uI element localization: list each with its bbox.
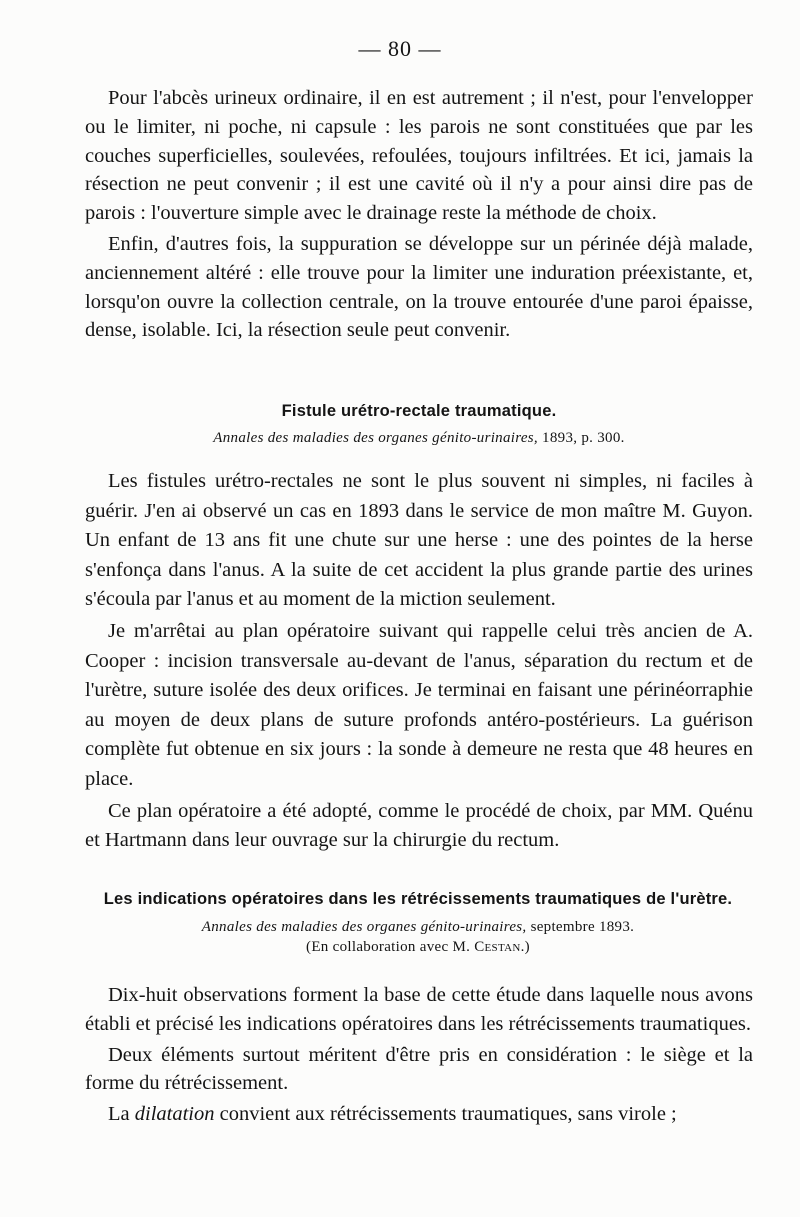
section-title: Les indications opératoires dans les rétrécissements traumatiques de l'urètre. bbox=[103, 890, 733, 908]
collaboration-note: (En collaboration avec M. Cestan.) bbox=[306, 939, 530, 955]
emphasis-dilatation: dilatation bbox=[134, 1103, 215, 1126]
paragraph: Ce plan opératoire a été adopté, comme le procédé de choix, par MM. Quénu et Hartmann dans leur ouvrage sur la chirurgie du rectum. bbox=[85, 799, 753, 852]
paragraph: Je m'arrêtai au plan opératoire suivant qui rappelle celui très ancien de A. Cooper : incision transversale au-devant de l'anus, séparation du rectum et de l'urètre, suture isolée des deux orifices. Je terminai en faisant une périnéorraphie au moyen de deux plans de suture profonds antéro-postérieurs. La guérison complète fut obtenue en six jours : la sonde à demeure ne resta que 48 heures en place. bbox=[85, 619, 753, 790]
reference-detail: septembre 1893. bbox=[530, 919, 635, 935]
paragraph-last: La dilatation convient aux rétrécissements traumatiques, sans virole ; bbox=[108, 1103, 677, 1126]
bibliographic-reference bbox=[85, 430, 753, 447]
reference-journal: Annales des maladies des organes génito-urinaires, bbox=[213, 430, 538, 446]
section-retrecissements-body bbox=[85, 981, 753, 1129]
section-fistule bbox=[85, 402, 753, 856]
paragraph: Pour l'abcès urineux ordinaire, il en est autrement ; il n'est, pour l'envelopper ou le limiter, ni poche, ni capsule : les parois ne sont constituées que par les couches superficielles, soulevées, refoulées, toujours infiltrées. Et ici, jamais la résection ne peut convenir ; il est une cavité où il n'y a pour ainsi dire pas de parois : l'ouverture simple avec le drainage reste la méthode de choix. bbox=[85, 87, 753, 225]
reference-detail: 1893, p. 300. bbox=[542, 430, 625, 446]
bibliographic-reference bbox=[78, 919, 758, 936]
collaborator-name: Cestan bbox=[474, 939, 521, 955]
section-retrecissements bbox=[78, 890, 758, 956]
paragraph: Les fistules urétro-rectales ne sont le plus souvent ni simples, ni faciles à guérir. J'en ai observé un cas en 1893 dans le service de mon maître M. Guyon. Un enfant de 13 ans fit une chute sur une herse : une des pointes de la herse s'enfonça dans l'anus. A la suite de cet accident la plus grande partie des urines s'écoula par l'anus et au moment de la miction seulement. bbox=[85, 470, 753, 611]
paragraph: Enfin, d'autres fois, la suppuration se développe sur un périnée déjà malade, anciennement altéré : elle trouve pour la limiter une induration préexistante, et, lorsqu'on ouvre la collection centrale, on la trouve entourée d'une paroi épaisse, dense, isolable. Ici, la résection seule peut convenir. bbox=[85, 232, 753, 342]
paragraph: Deux éléments surtout méritent d'être pris en considération : le siège et la forme du rétrécissement. bbox=[85, 1043, 753, 1095]
page-number: — 80 — bbox=[358, 36, 442, 61]
section-title: Fistule urétro-rectale traumatique. bbox=[281, 402, 557, 420]
paragraph: Dix-huit observations forment la base de cette étude dans laquelle nous avons établi et précisé les indications opératoires dans les rétrécissements traumatiques. bbox=[85, 984, 753, 1035]
reference-journal: Annales des maladies des organes génito-urinaires, bbox=[201, 919, 527, 935]
section-abces-continuation bbox=[85, 84, 753, 345]
